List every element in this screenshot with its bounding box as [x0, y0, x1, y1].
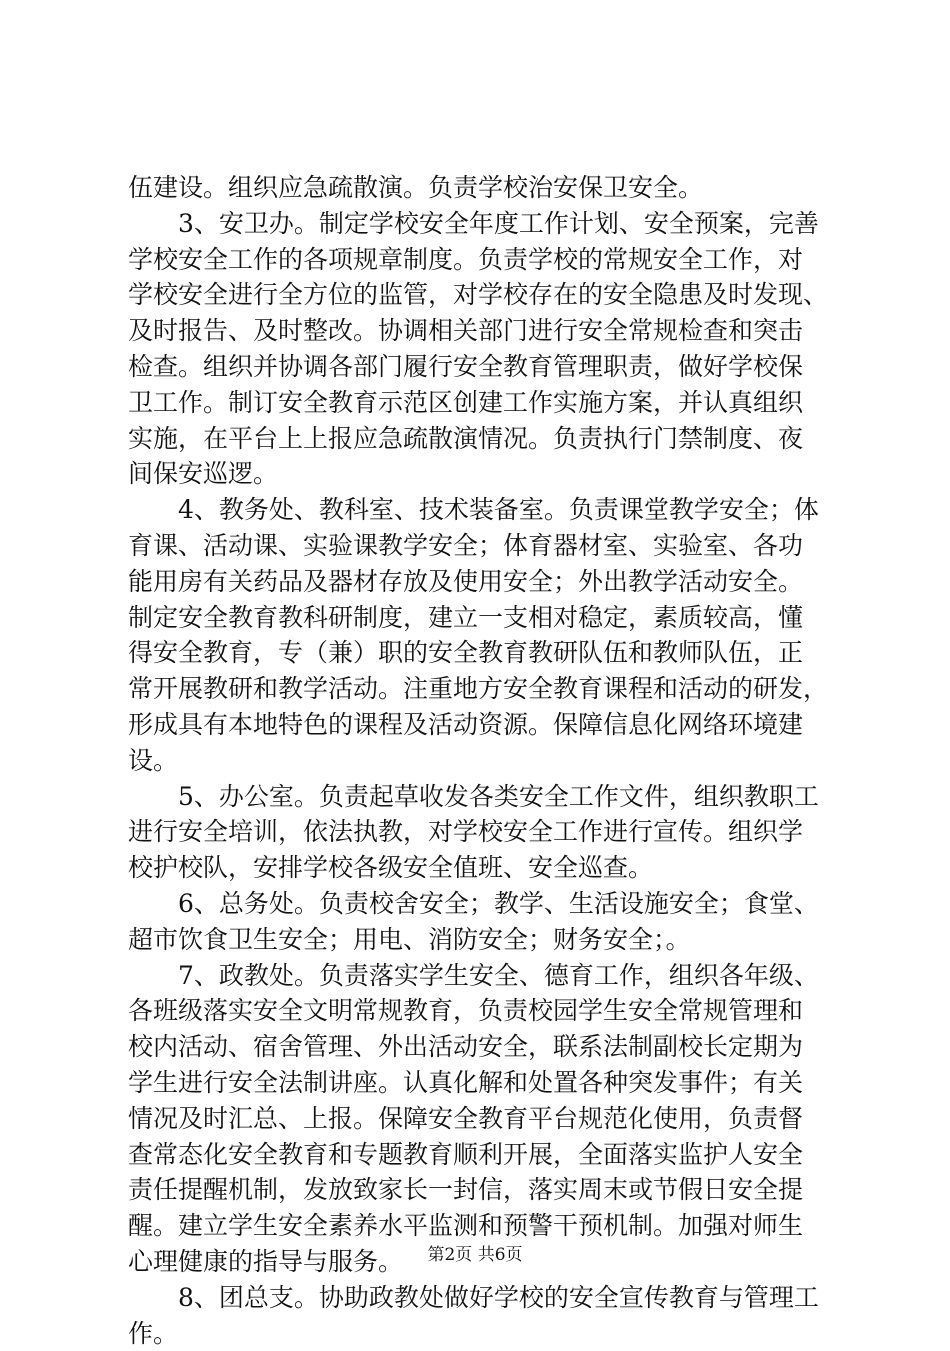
text-line: 常开展教研和教学活动。注重地方安全教育课程和活动的研发，	[128, 671, 828, 707]
text-line: 查常态化安全教育和专题教育顺利开展，全面落实监护人安全	[128, 1137, 828, 1173]
text-line: 8、团总支。协助政教处做好学校的安全宣传教育与管理工	[128, 1280, 828, 1316]
text-line: 7、政教处。负责落实学生安全、德育工作，组织各年级、	[128, 958, 828, 994]
text-line: 制定安全教育教科研制度，建立一支相对稳定，素质较高，懂	[128, 600, 828, 636]
text-line: 各班级落实安全文明常规教育，负责校园学生安全常规管理和	[128, 993, 828, 1029]
text-line: 伍建设。组织应急疏散演。负责学校治安保卫安全。	[128, 170, 828, 206]
document-body	[128, 170, 828, 1351]
text-line: 育课、活动课、实验课教学安全；体育器材室、实验室、各功	[128, 528, 828, 564]
text-line: 得安全教育，专（兼）职的安全教育教研队伍和教师队伍，正	[128, 635, 828, 671]
text-line: 心理健康的指导与服务。	[128, 1244, 828, 1280]
text-line: 学生进行安全法制讲座。认真化解和处置各种突发事件；有关	[128, 1065, 828, 1101]
text-line: 形成具有本地特色的课程及活动资源。保障信息化网络环境建	[128, 707, 828, 743]
text-line: 设。	[128, 743, 828, 779]
text-line: 3、安卫办。制定学校安全年度工作计划、安全预案，完善	[128, 206, 828, 242]
page-number-footer: 第2页 共6页	[0, 1243, 950, 1267]
text-line: 5、办公室。负责起草收发各类安全工作文件，组织教职工	[128, 779, 828, 815]
text-line: 校内活动、宿舍管理、外出活动安全，联系法制副校长定期为	[128, 1029, 828, 1065]
text-line: 学校安全进行全方位的监管，对学校存在的安全隐患及时发现、	[128, 277, 828, 313]
text-line: 进行安全培训，依法执教，对学校安全工作进行宣传。组织学	[128, 814, 828, 850]
text-line: 情况及时汇总、上报。保障安全教育平台规范化使用，负责督	[128, 1101, 828, 1137]
text-line: 学校安全工作的各项规章制度。负责学校的常规安全工作，对	[128, 242, 828, 278]
text-line: 6、总务处。负责校舍安全；教学、生活设施安全；食堂、	[128, 886, 828, 922]
text-line: 卫工作。制订安全教育示范区创建工作实施方案，并认真组织	[128, 385, 828, 421]
text-line: 间保安巡逻。	[128, 456, 828, 492]
text-line: 检查。组织并协调各部门履行安全教育管理职责，做好学校保	[128, 349, 828, 385]
text-line: 能用房有关药品及器材存放及使用安全；外出教学活动安全。	[128, 564, 828, 600]
text-line: 超市饮食卫生安全；用电、消防安全；财务安全；。	[128, 922, 828, 958]
text-line: 醒。建立学生安全素养水平监测和预警干预机制。加强对师生	[128, 1208, 828, 1244]
text-line: 4、教务处、教科室、技术装备室。负责课堂教学安全；体	[128, 492, 828, 528]
text-line: 实施，在平台上上报应急疏散演情况。负责执行门禁制度、夜	[128, 421, 828, 457]
text-line: 作。	[128, 1316, 828, 1351]
text-line: 校护校队，安排学校各级安全值班、安全巡查。	[128, 850, 828, 886]
text-line: 及时报告、及时整改。协调相关部门进行安全常规检查和突击	[128, 313, 828, 349]
text-line: 责任提醒机制，发放致家长一封信，落实周末或节假日安全提	[128, 1172, 828, 1208]
